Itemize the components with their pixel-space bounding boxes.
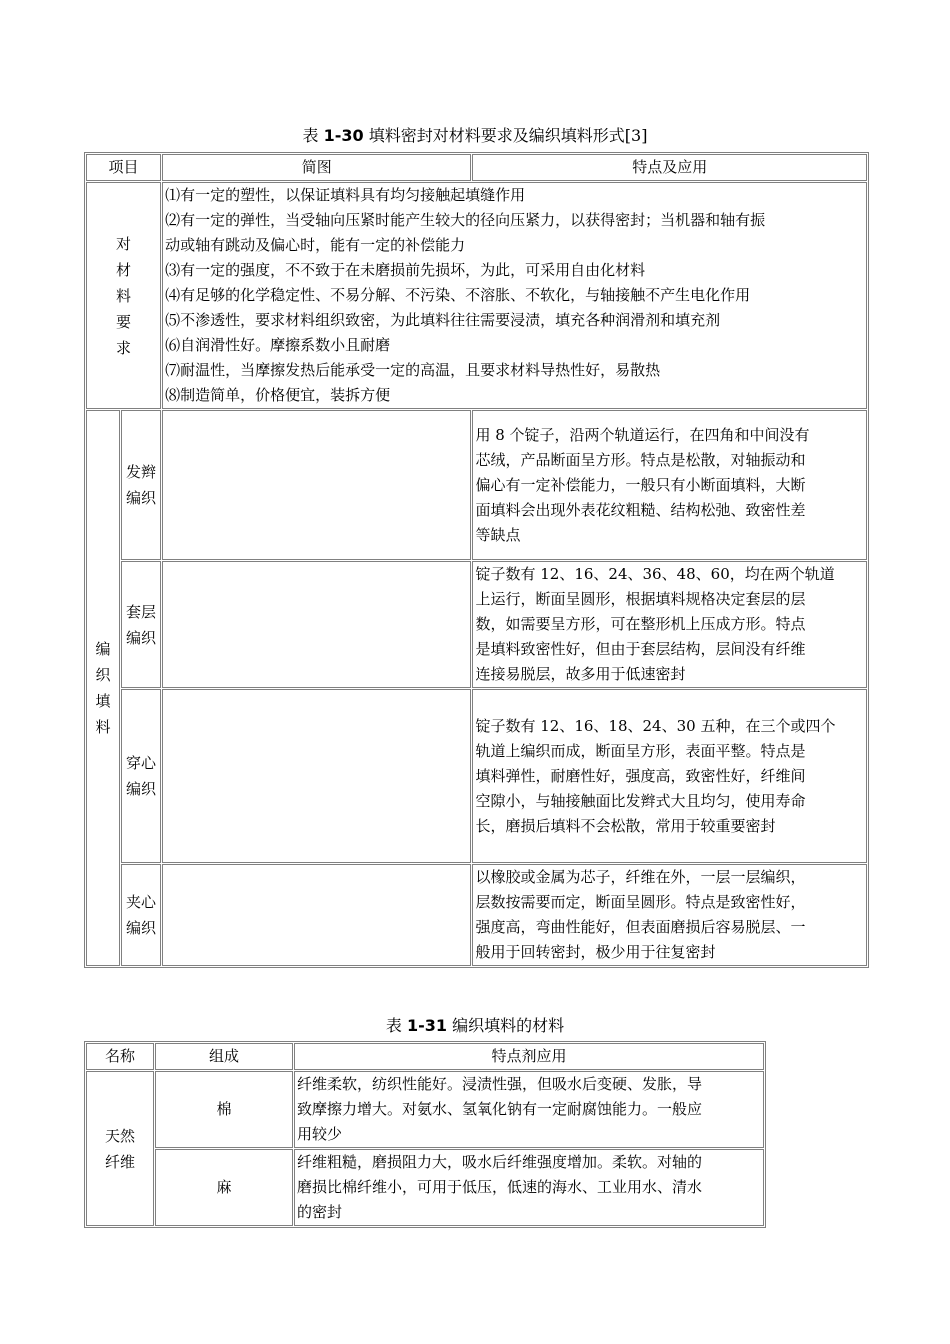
table-row <box>86 561 867 688</box>
header-item: 项目 <box>86 154 161 181</box>
composition-cell: 棉 <box>155 1071 293 1148</box>
braided-packing-label <box>86 410 120 966</box>
table-row <box>86 410 867 560</box>
req-label-char: 对 <box>116 234 132 253</box>
group-label-char: 编 <box>95 640 111 658</box>
table-row <box>86 689 867 863</box>
table1-header-row <box>86 154 867 181</box>
req-label-char: 料 <box>116 286 132 305</box>
desc-line: 面填料会出现外表花纹粗糙、结构松弛、致密性差 <box>475 500 806 519</box>
requirement-line: ⑸不渗透性，要求材料组织致密，为此填料往往需要浸渍，填充各种润滑剂和填充剂 <box>165 311 721 329</box>
desc-line: 的密封 <box>297 1203 343 1221</box>
requirement-line: ⑹自润滑性好。摩擦系数小且耐磨 <box>165 336 391 354</box>
type-description <box>472 864 867 966</box>
desc-line: 纤维粗糙，磨损阻力大，吸水后纤维强度增加。柔软。对轴的 <box>297 1153 703 1171</box>
type-name <box>121 561 161 688</box>
type-name-line: 穿心 <box>126 754 157 772</box>
requirement-line: ⑷有足够的化学稳定性、不易分解、不污染、不溶胀、不软化，与轴接触不产生电化作用 <box>165 286 751 304</box>
diagram-cell <box>162 864 471 966</box>
table2-caption-title: 编织填料的材料 <box>447 1016 565 1035</box>
group-label-char: 填 <box>95 692 111 710</box>
desc-line: 填料弹性，耐磨性好，强度高，致密性好，纤维间 <box>475 766 806 785</box>
desc-line: 锭子数有 12、16、24、36、48、60，均在两个轨道 <box>475 565 835 583</box>
table-row <box>86 1149 764 1226</box>
diagram-cell <box>162 410 471 560</box>
requirement-line: ⑶有一定的强度，不不致于在未磨损前先损坏，为此，可采用自由化材料 <box>165 261 646 279</box>
diagram-cell <box>162 689 471 863</box>
req-label-char: 材 <box>116 260 132 279</box>
requirement-line: ⑵有一定的弹性，当受轴向压紧时能产生较大的径向压紧力，以获得密封；当机器和轴有振 <box>165 211 766 229</box>
desc-line: 空隙小，与轴接触面比发辫式大且均匀，使用寿命 <box>475 791 806 810</box>
table1-caption-title: 填料密封对材料要求及编织填料形式[3] <box>363 126 648 145</box>
requirements-row <box>86 182 867 409</box>
desc-line: 芯绒，产品断面呈方形。特点是松散，对轴振动和 <box>475 450 806 469</box>
type-name <box>121 410 161 560</box>
group-label-line: 天然 <box>104 1126 135 1145</box>
desc-line: 连接易脱层，故多用于低速密封 <box>475 665 686 683</box>
table2-caption <box>0 1013 950 1036</box>
table1 <box>84 152 869 968</box>
desc-line: 用较少 <box>297 1125 343 1143</box>
header-usage: 特点剂应用 <box>294 1043 764 1070</box>
desc-line: 轨道上编织而成，断面呈方形，表面平整。特点是 <box>475 741 806 760</box>
type-name <box>121 689 161 863</box>
type-name-line: 编织 <box>126 489 157 507</box>
requirements-label <box>86 182 161 409</box>
requirements-list <box>162 182 867 409</box>
type-name-line: 编织 <box>126 628 157 647</box>
type-description <box>472 410 867 560</box>
desc-line: 以橡胶或金属为芯子，纤维在外，一层一层编织， <box>475 868 806 886</box>
composition-cell: 麻 <box>155 1149 293 1226</box>
desc-line: 偏心有一定补偿能力，一般只有小断面填料，大断 <box>475 475 806 494</box>
group-label-line: 纤维 <box>104 1152 135 1171</box>
header-features: 特点及应用 <box>472 154 867 181</box>
table1-caption-number: 1-30 <box>323 126 364 145</box>
req-label-char: 要 <box>116 312 132 331</box>
desc-line: 上运行，断面呈圆形，根据填料规格决定套层的层 <box>475 590 806 608</box>
type-name-line: 编织 <box>126 780 157 798</box>
header-composition: 组成 <box>155 1043 293 1070</box>
diagram-cell <box>162 561 471 688</box>
desc-line: 层数按需要而定，断面呈圆形。特点是致密性好， <box>475 893 806 911</box>
type-description <box>472 561 867 688</box>
desc-line: 强度高，弯曲性能好，但表面磨损后容易脱层、一 <box>475 918 806 936</box>
desc-line: 用 8 个锭子，沿两个轨道运行，在四角和中间没有 <box>475 425 810 444</box>
type-name <box>121 864 161 966</box>
header-diagram: 简图 <box>162 154 471 181</box>
desc-line: 数，如需要呈方形，可在整形机上压成方形。特点 <box>475 615 806 633</box>
desc-line: 纤维柔软，纺织性能好。浸渍性强，但吸水后变硬、发胀，导 <box>297 1075 703 1093</box>
group-label-char: 织 <box>95 666 111 684</box>
requirement-line: 动或轴有跳动及偏心时，能有一定的补偿能力 <box>165 236 466 254</box>
desc-line: 致摩擦力增大。对氨水、氢氧化钠有一定耐腐蚀能力。一般应 <box>297 1100 703 1118</box>
table-row <box>86 1071 764 1148</box>
natural-fiber-label <box>86 1071 154 1226</box>
table2 <box>84 1041 766 1228</box>
desc-line: 是填料致密性好，但由于套层结构，层间没有纤维 <box>475 640 806 658</box>
req-label-char: 求 <box>116 338 132 357</box>
type-name-line: 发辫 <box>126 463 157 481</box>
table2-caption-prefix: 表 <box>385 1016 407 1035</box>
header-name: 名称 <box>86 1043 154 1070</box>
table1-caption-prefix: 表 <box>302 126 324 145</box>
type-name-line: 夹心 <box>126 893 157 911</box>
table-row <box>86 864 867 966</box>
type-name-line: 套层 <box>126 602 157 621</box>
table2-caption-number: 1-31 <box>406 1016 448 1035</box>
type-name-line: 编织 <box>126 919 157 937</box>
usage-description <box>294 1149 764 1226</box>
desc-line: 等缺点 <box>475 525 521 544</box>
group-label-char: 料 <box>95 718 111 736</box>
requirement-line: ⑻制造简单，价格便宜，装拆方便 <box>165 386 391 404</box>
desc-line: 般用于回转密封，极少用于往复密封 <box>475 943 716 961</box>
type-description <box>472 689 867 863</box>
desc-line: 磨损比棉纤维小，可用于低压，低速的海水、工业用水、清水 <box>297 1178 703 1196</box>
usage-description <box>294 1071 764 1148</box>
desc-line: 锭子数有 12、16、18、24、30 五种，在三个或四个 <box>475 716 836 735</box>
requirement-line: ⑺耐温性，当摩擦发热后能承受一定的高温，且要求材料导热性好，易散热 <box>165 361 661 379</box>
table1-caption <box>0 123 950 146</box>
table2-header-row <box>86 1043 764 1070</box>
desc-line: 长，磨损后填料不会松散，常用于较重要密封 <box>475 816 776 835</box>
requirement-line: ⑴有一定的塑性，以保证填料具有均匀接触起填缝作用 <box>165 186 526 204</box>
